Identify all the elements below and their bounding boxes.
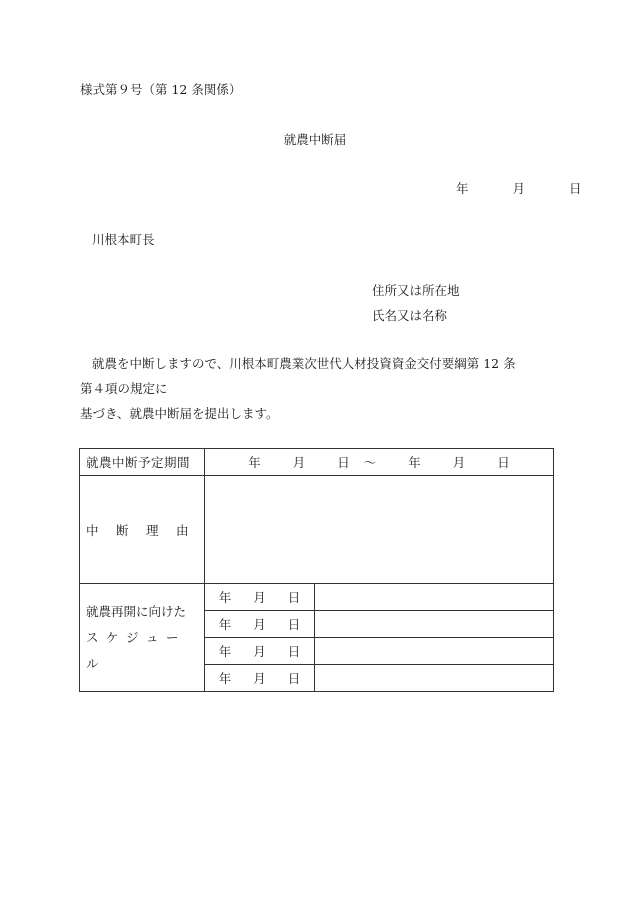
- schedule-content-field[interactable]: [315, 665, 554, 692]
- reason-label-char: 理: [146, 522, 159, 538]
- period-tilde: ～: [363, 455, 377, 470]
- document-title: 就農中断届: [283, 132, 347, 147]
- schedule-date-field[interactable]: 年 月 日: [205, 665, 315, 692]
- date-month-label: 月: [512, 181, 526, 196]
- name-label: 氏名又は名称: [372, 308, 448, 323]
- addressee: 川根本町長: [92, 232, 155, 247]
- period-year-1: 年: [248, 455, 261, 470]
- schedule-date-field[interactable]: 年 月 日: [205, 584, 315, 611]
- schedule-date-field[interactable]: 年 月 日: [205, 638, 315, 665]
- date-day-label: 日: [569, 181, 582, 196]
- address-label: 住所又は所在地: [372, 283, 460, 298]
- reason-row: [80, 476, 554, 584]
- schedule-label-line-1: 就農再開に向けた: [86, 603, 187, 619]
- body-line-1: 就農を中断しますので、川根本町農業次世代人材投資資金交付要綱第 12 条: [92, 356, 516, 371]
- body-text: [80, 351, 560, 426]
- reason-label-char: 由: [176, 522, 189, 538]
- period-row: [80, 449, 554, 476]
- reason-label: [80, 476, 205, 584]
- submission-date: [456, 179, 582, 197]
- suspension-form-table: [79, 448, 554, 692]
- schedule-content-field[interactable]: [315, 638, 554, 665]
- schedule-content-field[interactable]: [315, 611, 554, 638]
- schedule-content-field[interactable]: [315, 584, 554, 611]
- period-month-2: 月: [452, 455, 466, 470]
- body-line-2: 第４項の規定に: [80, 381, 168, 396]
- period-year-2: 年: [408, 455, 421, 470]
- schedule-label-line-2: ス ケ ジ ュ ール: [86, 629, 179, 671]
- body-line-3: 基づき、就農中断届を提出します。: [80, 406, 279, 421]
- date-year-label: 年: [456, 181, 469, 196]
- schedule-row: [80, 584, 554, 611]
- form-number: 様式第９号（第 12 条関係）: [80, 82, 242, 97]
- reason-field[interactable]: [205, 476, 554, 584]
- period-month-1: 月: [292, 455, 306, 470]
- reason-label-char: 断: [116, 522, 129, 538]
- period-field[interactable]: [205, 449, 554, 476]
- schedule-label: [80, 584, 205, 692]
- period-label: 就農中断予定期間: [80, 449, 205, 476]
- period-day-2: 日: [497, 455, 510, 470]
- schedule-date-field[interactable]: 年 月 日: [205, 611, 315, 638]
- period-day-1: 日: [337, 455, 350, 470]
- applicant-block: [372, 278, 460, 328]
- reason-label-char: 中: [86, 522, 99, 538]
